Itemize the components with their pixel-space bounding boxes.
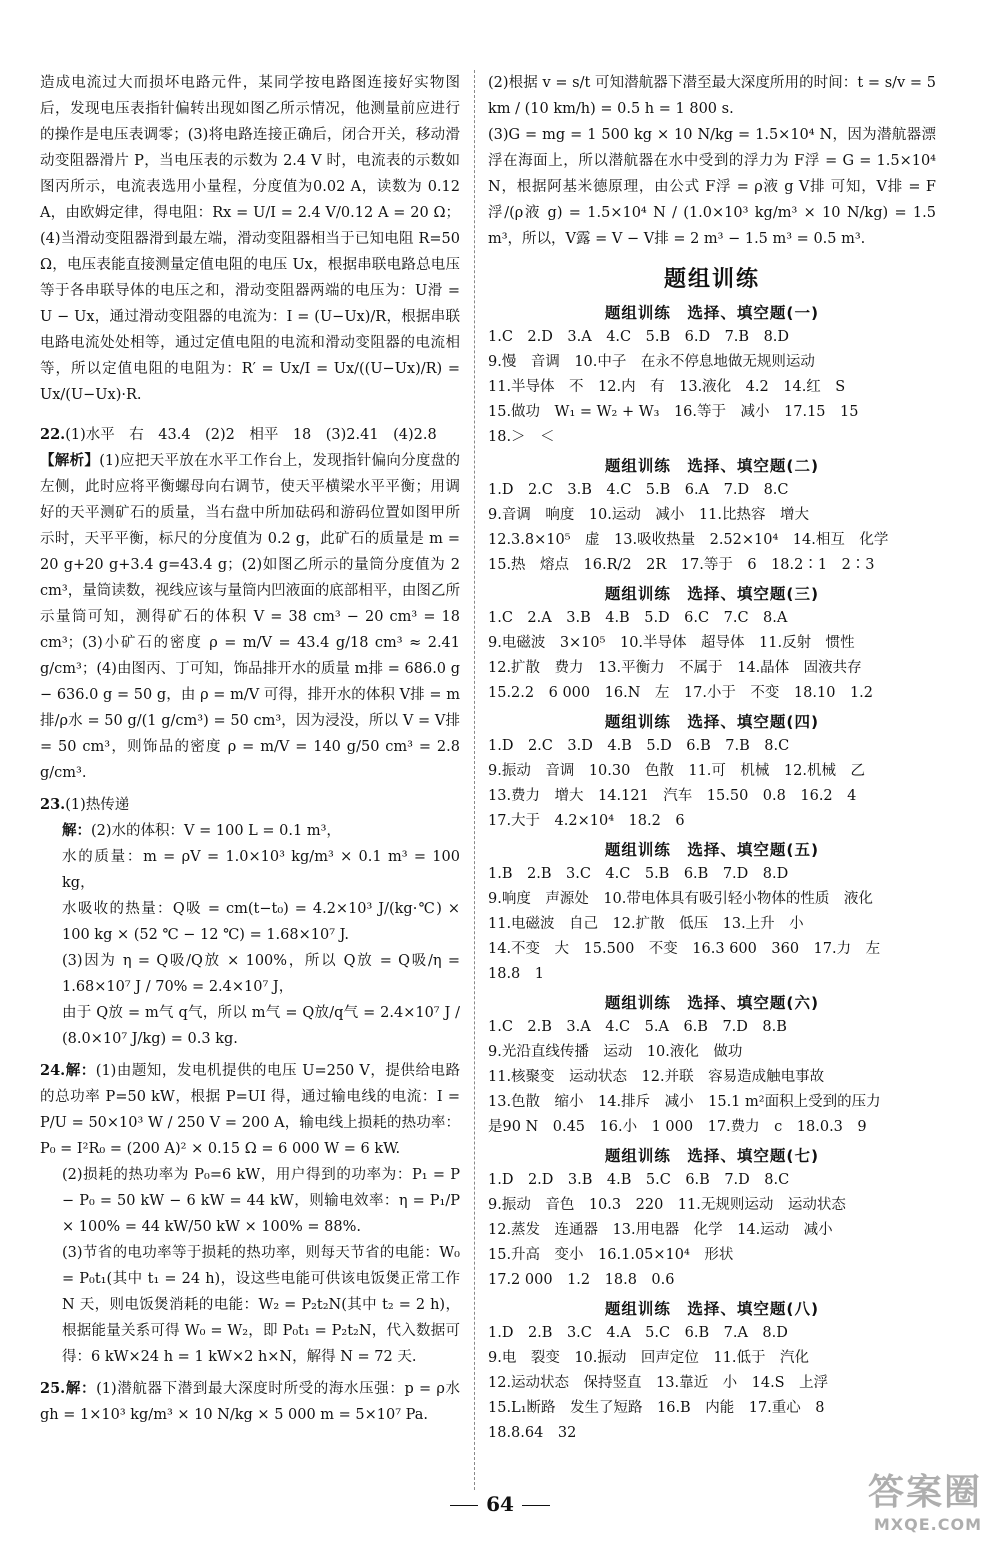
answer-line: 18.8.64 32 (488, 1425, 577, 1441)
q25-solution (40, 1376, 460, 1428)
q24-solution (40, 1058, 460, 1162)
answer-line: 1.D 2.D 3.B 4.B 5.C 6.B 7.D 8.C (488, 1172, 790, 1188)
answer-line: 15.L₁断路 发生了短路 16.B 内能 17.重心 8 (488, 1400, 825, 1416)
q22-answer (40, 422, 460, 448)
answer-line: 15.做功 W₁ = W₂ + W₃ 16.等于 减小 17.15 15 (488, 404, 859, 420)
answer-line: 13.费力 增大 14.121 汽车 15.50 0.8 16.2 4 (488, 788, 857, 804)
group-title: 题组训练 选择、填空题(八) (604, 1300, 820, 1318)
group-title: 题组训练 选择、填空题(三) (604, 585, 820, 603)
section-title: 题组训练 (663, 267, 760, 292)
q22-analysis-label: 【解析】 (40, 452, 100, 469)
q25-number: 25. (40, 1380, 66, 1397)
q23-line-3: 水吸收的热量：Q吸 = cm(t−t₀) = 4.2×10³ J/(kg·℃) × 100 kg × (52 ℃ − 12 ℃) = 1.68×10⁷ J. (62, 901, 460, 943)
answer-line: 9.音调 响度 10.运动 减小 11.比热容 增大 (488, 507, 809, 523)
q22-analysis (40, 448, 460, 786)
q23-answer-text: (1)热传递 (65, 797, 130, 813)
answer-line: 9.电 裂变 10.振动 回声定位 11.低于 汽化 (488, 1350, 809, 1366)
q24-number: 24. (40, 1062, 66, 1079)
q23-solution-label: 解： (62, 822, 91, 839)
answer-line: 15.热 熔点 16.R/2 2R 17.等于 6 18.2∶1 2∶3 (488, 557, 875, 573)
answer-line: 9.振动 音调 10.30 色散 11.可 机械 12.机械 乙 (488, 763, 865, 779)
group-title: 题组训练 选择、填空题(一) (604, 304, 820, 322)
answer-line: 12.3.8×10⁵ 虚 13.吸收热量 2.52×10⁴ 14.相互 化学 (488, 532, 889, 548)
answer-line: 15.升高 变小 16.1.05×10⁴ 形状 (488, 1247, 734, 1263)
answer-line: 18.＞ ＜ (488, 429, 555, 445)
q23-line-5: 由于 Q放 = m气 q气，所以 m气 = Q放/q气 = 2.4×10⁷ J / (8.0×10⁷ J/kg) = 0.3 kg. (62, 1005, 460, 1047)
answer-line: 17.2 000 1.2 18.8 0.6 (488, 1272, 675, 1288)
q23-line-2: 水的质量：m = ρV = 1.0×10³ kg/m³ × 0.1 m³ = 100 kg， (62, 849, 460, 891)
q22-analysis-text: (1)应把天平放在水平工作台上，发现指针偏向分度盘的左侧，此时应将平衡螺母向右调节，使天平横梁水平平衡；用调好的天平测矿石的质量，当右盘中所加砝码和游码位置如图甲所示时，天平平衡，标尺的分度值为 0.2 g，此矿石的质量是 m = 20 g+20 g+3.4 g=43.4 g；(2)如图乙所示的量筒分度值为 2 cm³，量筒读数，视线应该与量筒内凹液面的底部相平，由图乙所示量筒可知，测得矿石的体积 V = 38 cm³ − 20 cm³ = 18 cm³；(3)小矿石的密度 ρ = m/V = 43.4 g/18 cm³ ≈ 2.41 g/cm³；(4)由图丙、丁可知，饰品排开水的质量 m排 = 686.0 g − 636.0 g = 50 g，由 ρ = m/V 可得，排开水的体积 V排 = m排/ρ水 = 50 g/(1 g/cm³) = 50 cm³，因为浸没，所以 V = V排 = 50 cm³，则饰品的密度 ρ = m/V = 140 g/50 cm³ = 2.8 g/cm³. (40, 453, 460, 781)
answer-line: 18.8 1 (488, 966, 545, 982)
answer-line: 17.大于 4.2×10⁴ 18.2 6 (488, 813, 685, 829)
q24-solution-label: 解： (65, 1062, 96, 1079)
answer-line: 11.电磁波 自己 12.扩散 低压 13.上升 小 (488, 916, 804, 932)
answer-line: 14.不变 大 15.500 不变 16.3 600 360 17.力 左 (488, 941, 881, 957)
q23-line-1: (2)水的体积：V = 100 L = 0.1 m³， (91, 823, 341, 839)
answer-line: 9.振动 音色 10.3 220 11.无规则运动 运动状态 (488, 1197, 846, 1213)
answer-line: 11.半导体 不 12.内 有 13.液化 4.2 14.红 S (488, 379, 846, 395)
group-title: 题组训练 选择、填空题(二) (604, 457, 820, 475)
page-number: 64 (0, 1492, 1000, 1516)
answer-line: 12.扩散 费力 13.平衡力 不属于 14.晶体 固液共存 (488, 660, 862, 676)
answer-line: 1.D 2.C 3.D 4.B 5.D 6.B 7.B 8.C (488, 738, 790, 754)
group-title: 题组训练 选择、填空题(四) (604, 713, 820, 731)
group-title: 题组训练 选择、填空题(七) (604, 1147, 820, 1165)
q24-part-3: (3)节省的电功率等于损耗的热功率，则每天节省的电能：W₀ = P₀t₁(其中 t₁ = 24 h)，设这些电能可供该电饭煲正常工作 N 天，则电饭煲消耗的电能：W₂ = P₂t₂N(其中 t₂ = 2 h)，根据能量关系可得 W₀ = W₂，即 P₀t₁ = P₂t₂N，代入数据可得：6 kW×24 h = 1 kW×2 h×N，解得 N = 72 天. (62, 1245, 460, 1365)
watermark-site-text: MXQE.COM (873, 1515, 982, 1534)
column-divider (474, 70, 475, 1490)
group-title: 题组训练 选择、填空题(六) (604, 994, 820, 1012)
answer-line: 1.C 2.B 3.A 4.C 5.A 6.B 7.D 8.B (488, 1019, 787, 1035)
q25-part-2: (2)根据 v = s/t 可知潜航器下潜至最大深度所用的时间：t = s/v = 5 km / (10 km/h) = 0.5 h = 1 800 s. (488, 75, 936, 117)
answer-line: 13.色散 缩小 14.排斥 减小 15.1 m²面积上受到的压力 (488, 1094, 881, 1110)
answer-line: 12.运动状态 保持竖直 13.靠近 小 14.S 上浮 (488, 1375, 829, 1391)
answer-line: 9.慢 音调 10.中子 在永不停息地做无规则运动 (488, 354, 815, 370)
q24-part-1: (1)由题知，发电机提供的电压 U=250 V，提供给电路的总功率 P=50 kW，根据 P=UI 得，通过输电线的电流：I = P/U = 50×10³ W / 250 V = 200 A，输电线上损耗的热功率：P₀ = I²R₀ = (200 A)² × 0.15 Ω = 6 000 W = 6 kW. (40, 1063, 460, 1157)
answer-line: 1.D 2.C 3.B 4.C 5.B 6.A 7.D 8.C (488, 482, 789, 498)
watermark-logo (868, 1464, 982, 1534)
q21-continued-text: 造成电流过大而损坏电路元件，某同学按电路图连接好实物图后，发现电压表指针偏转出现如图乙所示情况，他测量前应进行的操作是电压表调零；(3)将电路连接正确后，闭合开关，移动滑动变阻器滑片 P，当电压表的示数为 2.4 V 时，电流表的示数如图丙所示，电流表选用小量程，分度值为0.02 A，读数为 0.12 A，由欧姆定律，得电阻：Rx = U/I = 2.4 V/0.12 A = 20 Ω；(4)当滑动变阻器滑到最左端，滑动变阻器相当于已知电阻 R=50 Ω，电压表能直接测量定值电阻的电压 Ux，根据串联电路总电压等于各串联导体的电压之和，滑动变阻器两端的电压为：U滑 = U − Ux，通过滑动变阻器的电流为：I = (U−Ux)/R，根据串联电路电流处处相等，通过定值电阻的电流和滑动变阻器的电流相等，所以定值电阻的电阻为：R′ = Ux/I = Ux/((U−Ux)/R) = Ux/(U−Ux)·R. (40, 75, 460, 403)
watermark-main-text: 答案圈 (867, 1472, 982, 1513)
answer-line: 11.核聚变 运动状态 12.并联 容易造成触电事故 (488, 1069, 825, 1085)
q23-solution (40, 818, 460, 1052)
answer-line: 15.2.2 6 000 16.N 左 17.小于 不变 18.10 1.2 (488, 685, 874, 701)
q24-part-2: (2)损耗的热功率为 P₀=6 kW，用户得到的功率为：P₁ = P − P₀ = 50 kW − 6 kW = 44 kW，则输电效率：η = P₁/P × 100% = 44 kW/50 kW × 100% = 88%. (62, 1167, 460, 1235)
q23-number: 23. (40, 796, 66, 813)
left-column (40, 70, 460, 1428)
q25-part-3: (3)G = mg = 1 500 kg × 10 N/kg = 1.5×10⁴ N，因为潜航器漂浮在海面上，所以潜航器在水中受到的浮力为 F浮 = G = 1.5×10⁴ N，根据阿基米德原理，由公式 F浮 = ρ液 g V排 可知，V排 = F浮/(ρ液 g) = 1.5×10⁴ N / (1.0×10³ kg/m³ × 10 N/kg) = 1.5 m³，所以，V露 = V − V排 = 2 m³ − 1.5 m³ = 0.5 m³. (488, 127, 936, 247)
q25-part-1: (1)潜航器下潜到最大深度时所受的海水压强：p = ρ水 gh = 1×10³ kg/m³ × 10 N/kg × 5 000 m = 5×10⁷ Pa. (40, 1381, 461, 1423)
answer-line: 9.电磁波 3×10⁵ 10.半导体 超导体 11.反射 惯性 (488, 635, 855, 651)
answer-groups (488, 301, 936, 1446)
q23-answer (40, 792, 460, 818)
answer-line: 12.蒸发 连通器 13.用电器 化学 14.运动 减小 (488, 1222, 833, 1238)
answer-line: 1.C 2.A 3.B 4.B 5.D 6.C 7.C 8.A (488, 610, 788, 626)
answer-line: 1.C 2.D 3.A 4.C 5.B 6.D 7.B 8.D (488, 329, 790, 345)
right-column (488, 70, 936, 1446)
group-title: 题组训练 选择、填空题(五) (604, 841, 820, 859)
q25-solution-label: 解： (65, 1380, 97, 1397)
answer-line: 9.光沿直线传播 运动 10.液化 做功 (488, 1044, 743, 1060)
q23-line-4: (3)因为 η = Q吸/Q放 × 100%，所以 Q放 = Q吸/η = 1.68×10⁷ J / 70% = 2.4×10⁷ J， (62, 953, 460, 995)
q22-number: 22. (40, 426, 66, 443)
answer-line: 9.响度 声源处 10.带电体具有吸引轻小物体的性质 液化 (488, 891, 873, 907)
answer-line: 是90 N 0.45 16.小 1 000 17.费力 c 18.0.3 9 (488, 1119, 867, 1135)
answer-line: 1.D 2.B 3.C 4.A 5.C 6.B 7.A 8.D (488, 1325, 788, 1341)
q22-answer-text: (1)水平 右 43.4 (2)2 相平 18 (3)2.41 (4)2.8 (65, 427, 437, 443)
answer-line: 1.B 2.B 3.C 4.C 5.B 6.B 7.D 8.D (488, 866, 789, 882)
